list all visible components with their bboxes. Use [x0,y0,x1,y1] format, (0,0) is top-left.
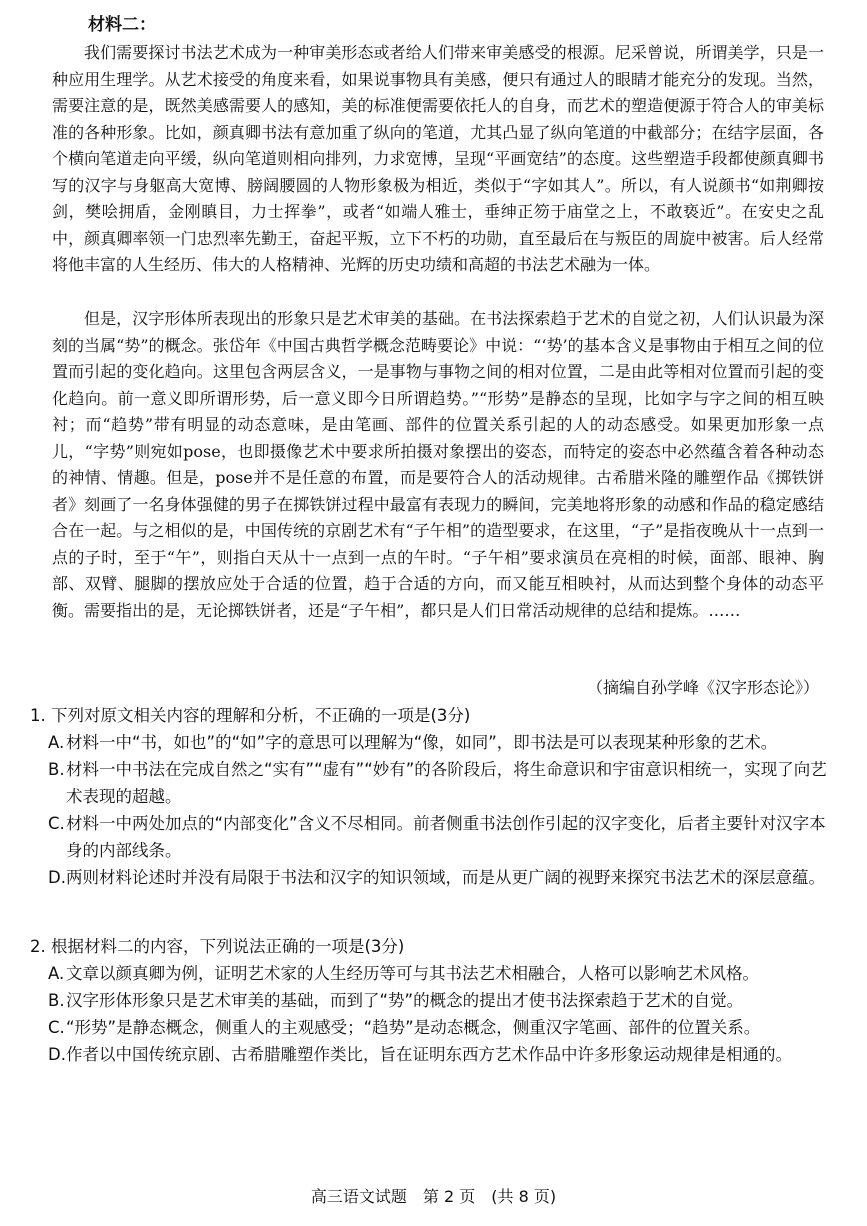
paragraph-1: 我们需要探讨书法艺术成为一种审美形态或者给人们带来审美感受的根源。尼采曾说，所谓美学，只是一种应用生理学。从艺术接受的角度来看，如果说事物具有美感，便只有通过人的眼睛才能充分的发现。当然，需要注意的是，既然美感需要人的感知，美的标准便需要依托人的自身，而艺术的塑造便源于符合人的审美标准的各种形象。比如，颜真卿书法有意加重了纵向的笔道，尤其凸显了纵向笔道的中截部分；在结字层面，各个横向笔道走向平缓，纵向笔道则相向排列，力求宽博，呈现“平画宽结”的态度。这些塑造手段都使颜真卿书写的汉字与身躯高大宽博、膀阔腰圆的人物形象极为相近，类似于“字如其人”。所以，有人说颜书“如荆卿按剑，樊哙拥盾，金刚瞋目，力士挥拳”，或者“如端人雅士，垂绅正笏于庙堂之上，不敢亵近”。在安史之乱中，颜真卿率领一门忠烈率先勤王，奋起平叛，立下不朽的功勋，直至最后在与叛臣的周旋中被害。后人经常将他丰富的人生经历、伟大的人格精神、光辉的历史功绩和高超的书法艺术融为一体。 [52,43,824,274]
option-letter: B. [48,760,65,779]
paragraph-2: 但是，汉字形体所表现出的形象只是艺术审美的基础。在书法探索趋于艺术的自觉之初，人们认识最为深刻的当属“势”的概念。张岱年《中国古典哲学概念范畴要论》中说：“‘势’的基本含义是事物由于相互之间的位置而引起的变化趋向。这里包含两层含义，一是事物与事物之间的相对位置，二是由此等相对位置而引起的变化趋向。前一意义即所谓形势，后一意义即今日所谓趋势。”“形势”是静态的呈现，比如字与字之间的相互映衬；而“趋势”带有明显的动态意味，是由笔画、部件的位置关系引起的人的动态感受。如果更加形象一点儿，“字势”则宛如pose，也即摄像艺术中要求所拍摄对象摆出的姿态，而特定的姿态中必然蕴含着各种动态的神情、情趣。但是，pose并不是任意的布置，而是要符合人的活动规律。古希腊米隆的雕塑作品《掷铁饼者》刻画了一名身体强健的男子在掷铁饼过程中最富有表现力的瞬间，完美地将形象的动感和作品的稳定感结合在一起。与之相似的是，中国传统的京剧艺术有“子午相”的造型要求，在这里，“子”是指夜晚从十一点到一点的子时，至于“午”，则指白天从十一点到一点的午时。“子午相”要求演员在亮相的时候，面部、眼神、胸部、双臂、腿脚的摆放应处于合适的位置，趋于合适的方向，而又能互相映衬，从而达到整个身体的动态平衡。需要指出的是，无论掷铁饼者，还是“子午相”，都只是人们日常活动规律的总结和提炼。…… [52,309,824,620]
option-text: 两则材料论述时并没有局限于书法和汉字的知识领域，而是从更广阔的视野来探究书法艺术的深层意蕴。 [66,868,825,887]
question-2-option-d[interactable] [30,1041,830,1068]
question-2-option-b[interactable] [30,987,830,1014]
option-letter: A. [48,964,65,983]
question-1-option-b[interactable] [30,756,830,810]
option-letter: C. [48,1018,65,1037]
material-heading: 材料二： [88,15,156,35]
question-2 [30,933,830,1068]
question-2-stem: 2. 根据材料二的内容，下列说法正确的一项是(3分) [30,937,405,956]
question-1-stem: 1. 下列对原文相关内容的理解和分析，不正确的一项是(3分) [30,706,471,725]
source-citation: （摘编自孙学峰《汉字形态论》） [586,678,819,697]
page-footer: 高三语文试题 第 2 页 (共 8 页) [310,1187,557,1206]
question-1-option-d[interactable] [30,864,830,891]
option-letter: B. [48,991,65,1010]
option-text: 作者以中国传统京剧、古希腊雕塑作类比，旨在证明东西方艺术作品中许多形象运动规律是相通的。 [66,1045,792,1064]
option-letter: C. [48,814,65,833]
option-letter: D. [48,1045,66,1064]
option-text: 材料一中两处加点的“内部变化”含义不尽相同。前者侧重书法创作引起的汉字变化，后者主要针对汉字本身的内部线条。 [66,814,826,860]
option-letter: D. [48,868,66,887]
option-text: “形势”是静态概念，侧重人的主观感受；“趋势”是动态概念，侧重汉字笔画、部件的位置关系。 [66,1018,761,1037]
question-2-option-c[interactable] [30,1014,830,1041]
question-1 [30,702,830,891]
option-text: 材料一中书法在完成自然之“实有”“虚有”“妙有”的各阶段后，将生命意识和宇宙意识相统一，实现了向艺术表现的超越。 [66,760,827,806]
question-2-option-a[interactable] [30,960,830,987]
question-1-option-a[interactable] [30,729,830,756]
question-1-option-c[interactable] [30,810,830,864]
option-text: 文章以颜真卿为例，证明艺术家的人生经历等可与其书法艺术相融合，人格可以影响艺术风格。 [66,964,759,983]
option-text: 材料一中“书，如也”的“如”字的意思可以理解为“像，如同”，即书法是可以表现某种形象的艺术。 [66,733,778,752]
option-letter: A. [48,733,65,752]
option-text: 汉字形体形象只是艺术审美的基础，而到了“势”的概念的提出才使书法探索趋于艺术的自觉。 [66,991,744,1010]
